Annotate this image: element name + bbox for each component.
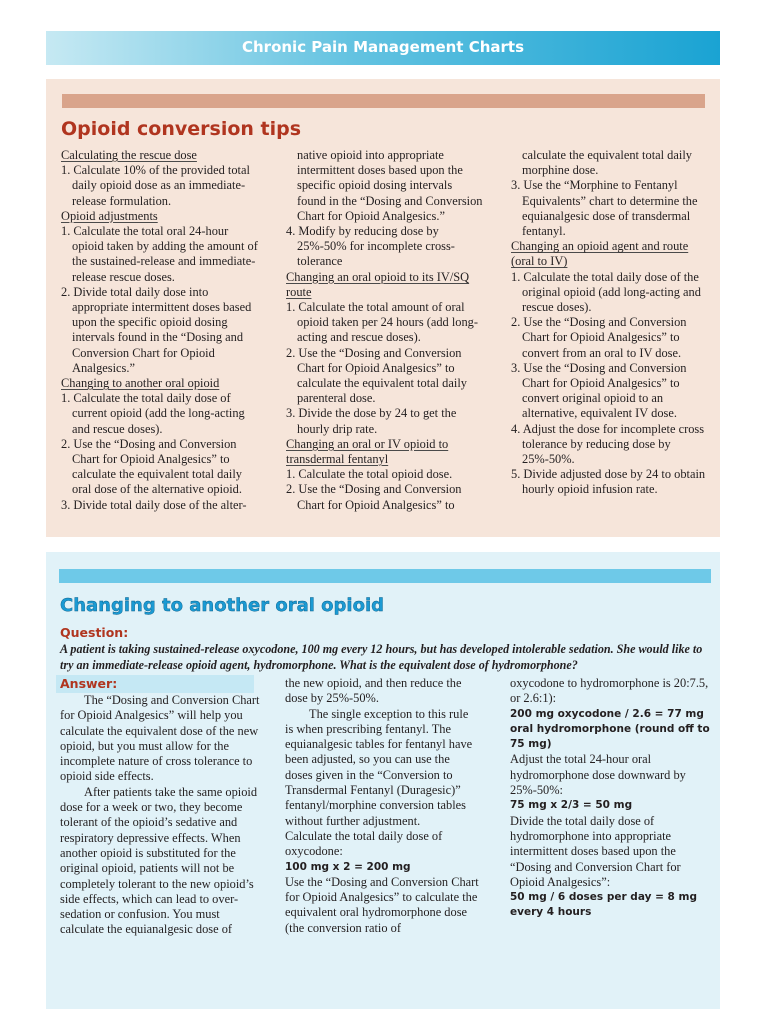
list-item: 3. Use the “Morphine to Fentanyl Equivalents” chart to determine the equianalgesic dose of transdermal fentanyl. — [511, 178, 698, 239]
tips-column-1 — [61, 148, 259, 513]
list-item: 1. Calculate 10% of the provided total daily opioid dose as an immediate-release formulation. — [61, 163, 250, 208]
calculation-1: 100 mg x 2 = 200 mg — [285, 860, 411, 873]
tips-title: Opioid conversion tips — [61, 118, 302, 140]
to-fentanyl-steps-continued — [511, 178, 709, 239]
header-banner — [46, 31, 720, 65]
list-item: 2. Use the “Dosing and Conversion Chart for Opioid Analgesics” to — [286, 482, 462, 512]
oral-to-iv-steps — [286, 300, 484, 437]
list-item: 3. Divide the dose by 24 to get the hourly drip rate. — [286, 406, 457, 436]
oral-switch-continuation: native opioid into appropriate intermittent doses based upon the specific opioid dosing intervals found in the “Dosing and Conversion Chart for Opioid Analgesics.” — [297, 148, 483, 223]
oral-switch-heading: Changing to another oral opioid — [61, 376, 220, 391]
list-item: 1. Calculate the total opioid dose. — [286, 467, 453, 482]
list-item: 2. Use the “Dosing and Conversion Chart for Opioid Analgesics” to convert from an oral to IV dose. — [511, 315, 687, 360]
calculation-4: 50 mg / 6 doses per day = 8 mg every 4 hours — [510, 891, 697, 919]
answer-paragraph-5-end: oxycodone to hydromorphone is 20:7.5, or 2.6:1): — [510, 676, 709, 706]
calculation-3: 75 mg x 2/3 = 50 mg — [510, 799, 633, 812]
opioid-conversion-tips-panel — [46, 79, 720, 537]
case-study-panel — [46, 552, 720, 1009]
opioid-adjustments-steps — [61, 224, 259, 376]
agent-route-heading: Changing an opioid agent and route (oral to IV) — [511, 239, 689, 269]
answer-paragraph-2-end: the new opioid, and then reduce the dose by 25%-50%. — [285, 676, 462, 706]
to-fentanyl-steps — [286, 467, 484, 513]
tips-column-3 — [511, 148, 709, 498]
list-item: 3. Use the “Dosing and Conversion Chart for Opioid Analgesics” to convert original opioid to an alternative, equivalent IV dose. — [511, 360, 687, 421]
list-item: 1. Calculate the total oral 24-hour opioid taken by adding the amount of the sustained-release and immediate-release rescue doses. — [61, 224, 258, 284]
list-item: 4. Adjust the dose for incomplete cross tolerance by reducing dose by 25%-50%. — [511, 421, 705, 467]
list-item: 2. Use the “Dosing and Conversion Chart for Opioid Analgesics” to calculate the equivalent total daily oral dose of the alternative opioid. — [61, 436, 242, 497]
question-label: Question: — [60, 625, 129, 640]
answer-paragraph-2-start: After patients take the same opioid dose for a week or two, they become tolerant of the opioid’s sedative and respiratory depressive effects. When another opioid is substituted for the original opioid, patients will not be completely tolerant to the new opioid’s side effects, which can lead to over-sedation or confusion. You must calculate the equianalgesic dose of — [60, 784, 258, 937]
oral-to-iv-heading: Changing an oral opioid to its IV/SQ route — [286, 269, 470, 299]
answer-paragraph-3: The single exception to this rule is when prescribing fentanyl. The equianalgesic tables for fentanyl have been adjusted, so you can use the doses given in the “Conversion to Transdermal Fentanyl (Duragesic)” fentanyl/morphine conversion tables without further adjustment. — [285, 706, 473, 828]
oral-switch-steps — [61, 391, 259, 513]
answer-paragraph-4: Calculate the total daily dose of oxycodone: — [285, 828, 443, 859]
case-title: Changing to another oral opioid — [60, 595, 385, 616]
list-item: 2. Divide total daily dose into appropriate intermittent doses based upon the specific opioid dosing intervals found in the “Dosing and Conversion Chart for Opioid Analgesics.” — [61, 284, 252, 375]
answer-paragraph-1: The “Dosing and Conversion Chart for Opioid Analgesics” will help you calculate the equivalent dose of the new opioid, but you must allow for the incomplete nature of cross tolerance to opioid side effects. — [60, 693, 260, 784]
list-item: 1. Calculate the total amount of oral opioid taken per 24 hours (add long-acting and rescue doses). — [286, 300, 479, 345]
oral-switch-steps-continued — [286, 224, 484, 270]
question-text: A patient is taking sustained-release oxycodone, 100 mg every 12 hours, but has developed intolerable sedation. She would like to try an immediate-release opioid agent, hydromorphone. What is the equivalent dose of hydromorphone? — [60, 642, 703, 672]
answer-column-3 — [510, 676, 710, 921]
list-item: 1. Calculate the total daily dose of current opioid (add the long-acting and rescue doses). — [61, 391, 245, 436]
answer-column-1 — [60, 693, 260, 938]
panel-top-bar — [62, 94, 705, 108]
answer-column-2 — [285, 676, 479, 936]
to-fentanyl-continuation: calculate the equivalent total daily morphine dose. — [522, 148, 692, 178]
tips-column-2 — [286, 148, 484, 513]
list-item: 4. Modify by reducing dose by 25%-50% for incomplete cross-tolerance — [286, 224, 455, 269]
to-fentanyl-heading: Changing an oral or IV opioid to transdermal fentanyl — [286, 436, 449, 467]
panel-top-bar — [59, 569, 711, 583]
rescue-dose-heading: Calculating the rescue dose — [61, 148, 197, 162]
answer-paragraph-6: Adjust the total 24-hour oral hydromorphone dose downward by 25%-50%: — [510, 752, 686, 798]
banner-title: Chronic Pain Management Charts — [241, 38, 525, 56]
answer-label: Answer: — [60, 676, 118, 691]
opioid-adjustments-heading: Opioid adjustments — [61, 208, 158, 223]
agent-route-steps — [511, 270, 709, 498]
list-item: 1. Calculate the total daily dose of the original opioid (add long-acting and rescue doses). — [511, 269, 701, 315]
list-item: 2. Use the “Dosing and Conversion Chart for Opioid Analgesics” to calculate the equivalent total daily parenteral dose. — [286, 345, 467, 406]
calculation-2: 200 mg oxycodone / 2.6 = 77 mg oral hydromorphone (round off to 75 mg) — [510, 707, 710, 751]
answer-label-box — [56, 675, 254, 693]
list-item: 5. Divide adjusted dose by 24 to obtain hourly opioid infusion rate. — [511, 467, 706, 497]
list-item: 3. Divide total daily dose of the alter- — [61, 497, 247, 512]
rescue-dose-steps — [61, 163, 259, 209]
answer-paragraph-7: Divide the total daily dose of hydromorphone into appropriate intermittent doses based upon the “Dosing and Conversion Chart for Opioid Analgesics”: — [510, 813, 681, 889]
answer-paragraph-5-start: Use the “Dosing and Conversion Chart for Opioid Analgesics” to calculate the equivalent oral hydromorphone dose (the conversion ratio of — [285, 874, 479, 935]
